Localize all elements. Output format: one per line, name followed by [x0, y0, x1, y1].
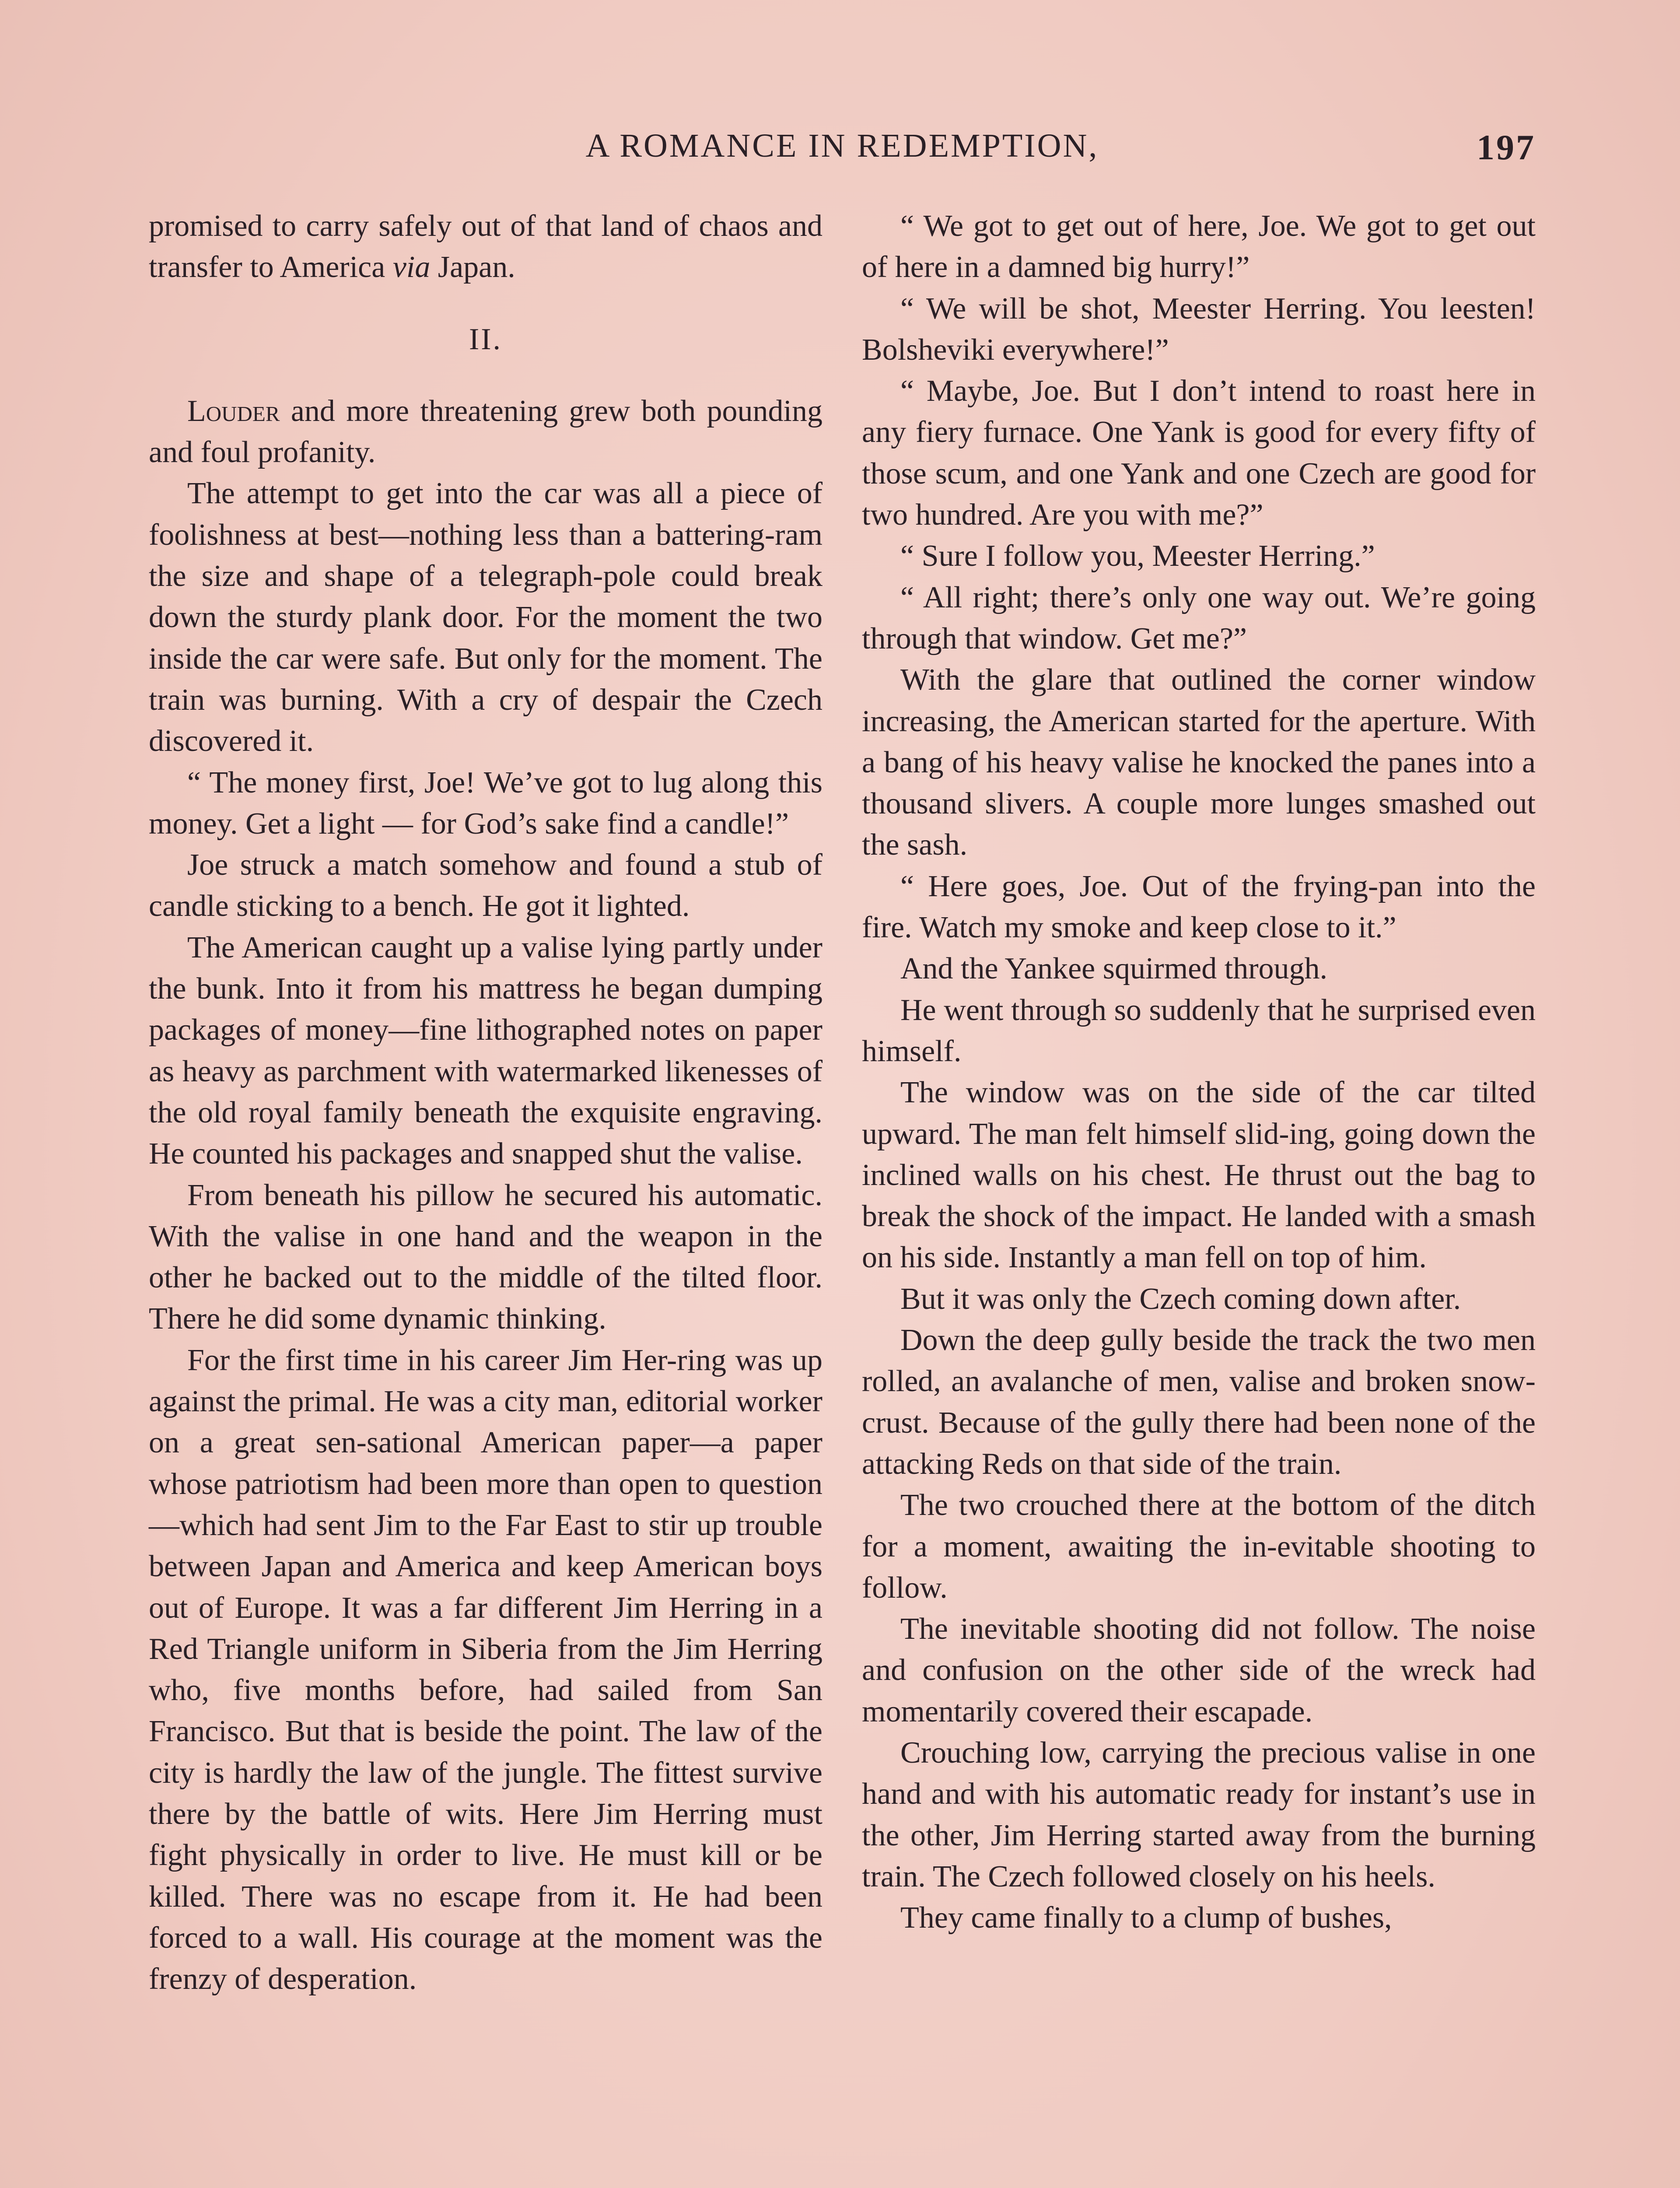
section-number: II. [469, 322, 503, 356]
paragraph: “ Here goes, Joe. Out of the frying-pan into the fire. Watch my smoke and keep close to it.” [862, 869, 1536, 945]
paragraph: The inevitable shooting did not follow. The noise and confusion on the other side of the wreck had momentarily covered their escapade. [862, 1612, 1536, 1729]
drop-word: Louder [187, 394, 280, 428]
paragraph: They came finally to a clump of bushes, [900, 1901, 1392, 1935]
paragraph: With the glare that outlined the corner window increasing, the American started for the aperture. With a bang of his heavy valise he knocked the panes into a thousand slivers. A couple more lunges smashed out the sash. [862, 663, 1536, 862]
running-title: A ROMANCE IN REDEMPTION, [585, 127, 1099, 164]
paragraph: “ We will be shot, Meester Herring. You leesten! Bolsheviki everywhere!” [862, 291, 1536, 367]
running-head [149, 127, 1536, 175]
paragraph: promised to carry safely out of that land of chaos and transfer to America via Japan. [149, 209, 822, 284]
paragraph: “ The money first, Joe! We’ve got to lug along this money. Get a light — for God’s sake find a candle!” [149, 765, 822, 841]
paragraph: The attempt to get into the car was all a piece of foolishness at best—nothing less than a battering-ram the size and shape of a telegraph-pole could break down the sturdy plank door. For the moment the two inside the car were safe. But only for the moment. The train was burning. With a cry of despair the Czech discovered it. [149, 477, 822, 758]
paragraph: “ Sure I follow you, Meester Herring.” [900, 539, 1375, 573]
paragraph: Down the deep gully beside the track the two men rolled, an avalanche of men, valise and broken snow-crust. Because of the gully there had been none of the attacking Reds on that side of the train. [862, 1323, 1536, 1481]
paragraph: But it was only the Czech coming down after. [900, 1282, 1461, 1316]
paragraph: The window was on the side of the car tilted upward. The man felt himself slid-ing, going down the inclined walls on his chest. He thrust out the bag to break the shock of the impact. He landed with a smash on his side. Instantly a man fell on top of him. [862, 1076, 1536, 1275]
paragraph: The American caught up a valise lying partly under the bunk. Into it from his mattress he began dumping packages of money—fine lithographed notes on paper as heavy as parchment with watermarked likenesses of the old royal family beneath the exquisite engraving. He counted his packages and snapped shut the valise. [149, 930, 822, 1171]
paragraph: He went through so suddenly that he surprised even himself. [862, 993, 1536, 1068]
paragraph: Crouching low, carrying the precious valise in one hand and with his automatic ready for instant’s use in the other, Jim Herring started away from the burning train. The Czech followed closely on his heels. [862, 1736, 1536, 1893]
right-column [862, 206, 1536, 1939]
paragraph: “ All right; there’s only one way out. We’re going through that window. Get me?” [862, 580, 1536, 656]
paragraph: “ We got to get out of here, Joe. We got to get out of here in a damned big hurry!” [862, 209, 1536, 284]
paragraph: Joe struck a match somehow and found a stub of candle sticking to a bench. He got it lighted. [149, 848, 822, 923]
paragraph: “ Maybe, Joe. But I don’t intend to roast here in any fiery furnace. One Yank is good for every fifty of those scum, and one Yank and one Czech are good for two hundred. Are you with me?” [862, 374, 1536, 532]
paragraph: Louder and more threatening grew both pounding and foul profanity. [149, 394, 822, 470]
paragraph: For the first time in his career Jim Her-ring was up against the primal. He was a city man, editorial worker on a great sen-sational American paper—a paper whose patriotism had been more than open to question—which had sent Jim to the Far East to stir up trouble between Japan and America and keep American boys out of Europe. It was a far different Jim Herring in a Red Triangle uniform in Siberia from the Jim Herring who, five months before, had sailed from San Francisco. But that is beside the point. The law of the city is hardly the law of the jungle. The fittest survive there by the battle of wits. Here Jim Herring must fight physically in order to live. He must kill or be killed. There was no escape from it. He had been forced to a wall. His courage at the moment was the frenzy of desperation. [149, 1343, 822, 1996]
paragraph: The two crouched there at the bottom of the ditch for a moment, awaiting the in-evitable shooting to follow. [862, 1488, 1536, 1605]
paragraph: And the Yankee squirmed through. [900, 952, 1328, 986]
paragraph: From beneath his pillow he secured his automatic. With the valise in one hand and the weapon in the other he backed out to the middle of the tilted floor. There he did some dynamic thinking. [149, 1178, 822, 1336]
page-number: 197 [1477, 127, 1536, 167]
left-column [149, 206, 822, 2000]
